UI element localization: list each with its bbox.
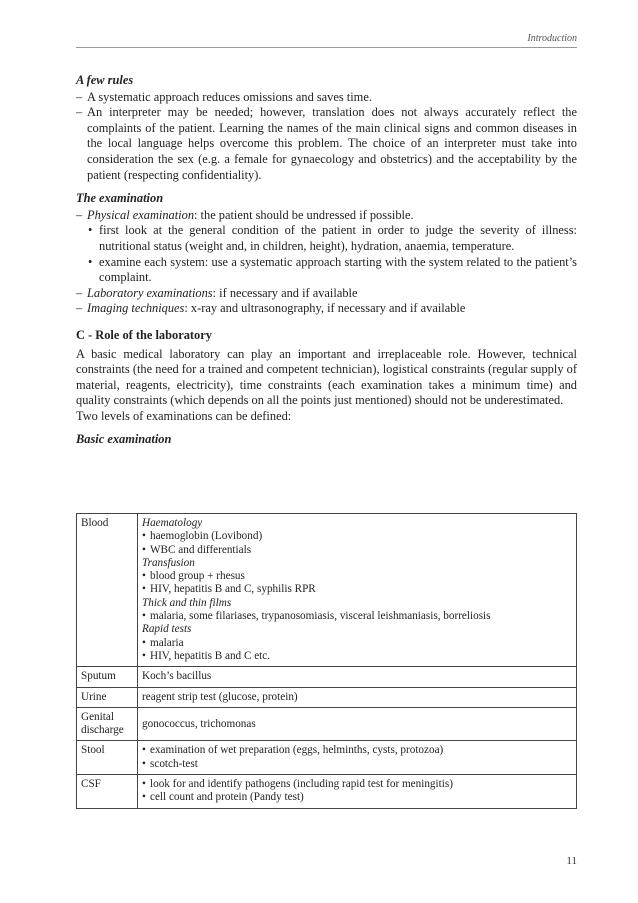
genital-label-line: discharge [81, 724, 124, 737]
rule-item: – An interpreter may be needed; however, translation does not always accurately reflect the complaints of the patient. Learning the names of the main clinical signs and common diseases in the local language helps overcome this problem. The choice of an interpreter must take into consideration the sex (e.g. a female for gynaecology and obstetrics) and the acceptability by the patient (respecting confidentiality). [76, 105, 577, 183]
csf-cell [138, 775, 577, 809]
list-item: • scotch-test [142, 758, 572, 771]
category-haematology: Haematology [142, 517, 203, 529]
category-films: Thick and thin films [142, 596, 232, 609]
list-item: • cell count and protein (Pandy test) [142, 791, 572, 804]
levels-line: Two levels of examinations can be defined: [76, 408, 292, 423]
page-content [76, 73, 577, 449]
row-label-blood: Blood [77, 514, 138, 667]
row-label-genital [77, 707, 138, 741]
list-item: • malaria [142, 637, 572, 650]
table-row [77, 667, 577, 687]
physical-exam-bullet: • examine each system: use a systematic approach starting with the system related to the patient’s complaint. [76, 255, 577, 286]
list-item: • malaria, some filariases, trypanosomiasis, visceral leishmaniasis, borreliosis [142, 610, 572, 623]
table-row [77, 707, 577, 741]
physical-exam-bullet: • first look at the general condition of the patient in order to judge the severity of illness: nutritional status (weight and, in children, height), hydration, anaemia, temperature. [76, 223, 577, 254]
imaging-text: : x-ray and ultrasonography, if necessary and if available [184, 301, 466, 316]
list-item: • examination of wet preparation (eggs, helminths, cysts, protozoa) [142, 744, 572, 757]
list-item: • HIV, hepatitis B and C etc. [142, 650, 572, 663]
laboratory-exam-text: : if necessary and if available [212, 285, 358, 300]
blood-cell [138, 514, 577, 667]
genital-cell: gonococcus, trichomonas [138, 707, 577, 741]
list-item: • haemoglobin (Lovibond) [142, 530, 572, 543]
imaging-item [76, 301, 577, 317]
row-label-sputum: Sputum [77, 667, 138, 687]
genital-label-line: Genital [81, 710, 114, 723]
physical-exam-text: : the patient should be undressed if possible. [194, 207, 414, 222]
table-row [77, 741, 577, 775]
category-transfusion: Transfusion [142, 556, 195, 569]
header-rule [76, 47, 577, 48]
examination-heading: The examination [76, 191, 164, 206]
list-item: • HIV, hepatitis B and C, syphilis RPR [142, 583, 572, 596]
laboratory-exam-item [76, 286, 577, 302]
category-rapid-tests: Rapid tests [142, 623, 192, 636]
list-item: • look for and identify pathogens (including rapid test for meningitis) [142, 778, 572, 791]
urine-cell: reagent strip test (glucose, protein) [138, 687, 577, 707]
table-row [77, 514, 577, 667]
imaging-label: Imaging techniques [87, 301, 185, 316]
laboratory-exam-label: Laboratory examinations [87, 285, 213, 300]
laboratory-paragraph: A basic medical laboratory can play an important and irreplaceable role. However, technical constraints (the need for a trained and competent technician), logistical constraints (regular supply of material, reagents, electricity), time constraints (each examination takes a minimum time) and quality constraints (which depends on all the points just mentioned) should not be underestimated. [76, 346, 577, 408]
table-row [77, 687, 577, 707]
running-head: Introduction [527, 33, 577, 44]
rule-item: – A systematic approach reduces omissions and saves time. [76, 90, 577, 106]
table-row [77, 775, 577, 809]
row-label-urine: Urine [77, 687, 138, 707]
list-item: • blood group + rhesus [142, 570, 572, 583]
physical-exam-label: Physical examination [87, 207, 195, 222]
laboratory-section-heading: C - Role of the laboratory [76, 327, 212, 342]
stool-cell [138, 741, 577, 775]
list-item: • WBC and differentials [142, 544, 572, 557]
basic-exam-table [76, 513, 577, 809]
basic-exam-heading: Basic examination [76, 432, 172, 447]
sputum-cell: Koch’s bacillus [138, 667, 577, 687]
row-label-stool: Stool [77, 741, 138, 775]
rules-heading: A few rules [76, 73, 134, 87]
row-label-csf: CSF [77, 775, 138, 809]
physical-exam-item [76, 208, 577, 224]
page-number: 11 [566, 855, 577, 867]
